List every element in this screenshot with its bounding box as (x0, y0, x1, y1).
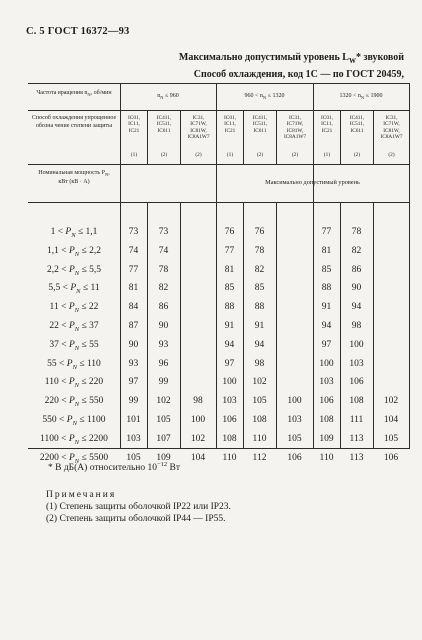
table-cell: 103 (126, 433, 141, 444)
power-range-label: $1100 < P_N \le 2200$ (40, 433, 108, 446)
table-cell: 93 (158, 339, 169, 350)
page-header: С. 5 ГОСТ 16372—93 (26, 26, 130, 37)
table-cell: 108 (349, 396, 364, 407)
table-cell: 91 (321, 302, 332, 313)
speed-range-1: $n_N \le 960$ (157, 93, 179, 101)
table-cell: 100 (222, 377, 237, 388)
table-cell: 76 (254, 227, 265, 237)
table-cell: 81 (321, 245, 332, 256)
table-cell: 110 (222, 452, 237, 463)
table-cell: 106 (383, 452, 399, 463)
group-number: (1) (323, 152, 331, 158)
table-cell: 100 (287, 396, 302, 407)
table-cell: 94 (321, 321, 332, 331)
cooling-codes-a-3: IC01, IC11, IC21 (321, 115, 333, 134)
table-cell: 82 (158, 283, 169, 294)
group-number: (2) (195, 152, 202, 158)
table-cell: 81 (128, 283, 139, 294)
table-cell: 111 (349, 415, 364, 425)
table-cell: 78 (254, 245, 265, 256)
power-range-label: $22 < P_N \le 37$ (49, 321, 99, 333)
max-level-header: Максимально допустимый уровень (265, 179, 360, 186)
table-cell: 94 (224, 339, 235, 350)
power-range-label: $2,2 < P_N \le 5,5$ (47, 264, 101, 277)
footnote: * В дБ(А) относительно $10^{-12}$ Вт (48, 461, 181, 474)
group-number: (2) (388, 152, 395, 158)
table-cell: 85 (254, 283, 265, 294)
table-cell: 74 (158, 245, 169, 256)
cooling-codes-b-3: IC411, IC511, IC611 (349, 115, 365, 134)
table-cell: 87 (128, 321, 139, 331)
table-cell: 85 (224, 283, 235, 294)
notes-title: Примечания (46, 490, 117, 500)
table-cell: 99 (158, 377, 169, 388)
table-cell: 105 (287, 433, 302, 444)
table-row (28, 377, 410, 393)
title-line-1: Максимально допустимый уровень $L_W*$ звуковой (178, 52, 404, 65)
table-row (28, 396, 410, 412)
table-cell: 108 (319, 415, 334, 425)
table-row (28, 340, 410, 356)
table-row (28, 302, 410, 318)
table-row (28, 321, 410, 337)
cooling-codes-b-1: IC411, IC511, IC611 (156, 115, 172, 134)
table-title (144, 51, 404, 81)
table-cell: 110 (319, 452, 334, 463)
table-cell: 104 (383, 415, 399, 425)
table-cell: 82 (254, 264, 265, 275)
group-number: (2) (256, 152, 264, 158)
table-cell: 102 (383, 396, 399, 407)
group-number: (2) (160, 152, 168, 158)
power-range-label: $1 < P_N \le 1,1$ (50, 227, 98, 239)
speed-range-2: $960 < n_N \le 1320$ (244, 93, 285, 101)
table-cell: 77 (224, 245, 235, 256)
table-cell: 84 (128, 302, 139, 313)
table-row (28, 246, 410, 262)
table-cell: 102 (190, 433, 206, 444)
table-cell: 88 (224, 302, 235, 313)
table-cell: 106 (287, 452, 302, 463)
power-range-label: $11 < P_N \le 22$ (49, 302, 99, 315)
table-cell: 102 (252, 377, 267, 388)
noise-level-table (28, 83, 410, 465)
table-cell: 109 (156, 452, 171, 463)
table-cell: 97 (224, 358, 235, 369)
group-number: (2) (353, 152, 361, 158)
table-cell: 86 (351, 264, 362, 275)
power-range-label: $37 < P_N \le 55$ (49, 339, 99, 352)
table-cell: 73 (158, 227, 169, 237)
table-cell: 77 (321, 227, 332, 237)
table-cell: 108 (252, 415, 267, 425)
table-row (28, 283, 410, 299)
table-cell: 73 (128, 227, 139, 237)
table-cell: 90 (158, 321, 169, 331)
table-cell: 98 (351, 321, 362, 331)
table-cell: 88 (254, 302, 265, 313)
note-1: (1) Степень защиты оболочкой IP22 или IP23. (46, 502, 231, 512)
table-cell: 94 (254, 339, 265, 350)
table-cell: 99 (128, 396, 139, 407)
table-cell: 77 (128, 264, 139, 275)
table-cell: 105 (156, 415, 171, 425)
table-cell: 103 (349, 358, 364, 369)
table-cell: 101 (126, 415, 141, 425)
table-cell: 103 (287, 415, 302, 425)
table-row (28, 265, 410, 281)
table-cell: 88 (321, 283, 332, 294)
power-range-label: $550 < P_N \le 1100$ (42, 415, 106, 427)
power-header: Номинальная мощность $P_N$, кВт (кВ · А) (38, 170, 110, 185)
table-cell: 78 (351, 227, 362, 237)
cooling-codes-c-1: IC31, IC71W, IC81W, IC8A1W7 (187, 115, 210, 141)
table-cell: 96 (158, 358, 169, 369)
table-cell: 82 (351, 245, 362, 256)
table-cell: 103 (222, 396, 237, 407)
table-cell: 94 (351, 302, 362, 313)
table-cell: 76 (224, 227, 235, 237)
table-cell: 106 (319, 396, 334, 407)
cooling-codes-c-3: IC31, IC71W, IC81W, IC8A1W7 (380, 115, 403, 141)
table-cell: 93 (128, 358, 139, 369)
power-range-label: $5,5 < P_N \le 11$ (48, 283, 100, 296)
table-cell: 81 (224, 264, 235, 275)
cooling-header: Способ охлаждения упрощенное обозна чение степени защиты (31, 115, 117, 129)
table-cell: 74 (128, 245, 139, 256)
table-cell: 78 (158, 264, 169, 275)
power-range-label: $110 < P_N \le 220$ (44, 377, 104, 390)
table-cell: 113 (349, 452, 364, 463)
table-cell: 102 (156, 396, 171, 407)
group-number: (1) (226, 152, 234, 158)
power-range-label: $2200 < P_N \le 5500$ (39, 452, 109, 465)
table-cell: 85 (321, 264, 332, 275)
table-cell: 91 (254, 321, 265, 331)
table-cell: 105 (383, 433, 399, 444)
group-number: (2) (291, 152, 299, 158)
table-cell: 90 (128, 339, 139, 350)
notes (46, 489, 231, 525)
table-cell: 113 (349, 433, 364, 444)
table-cell: 98 (254, 358, 265, 369)
group-number: (1) (130, 152, 138, 158)
note-2: (2) Степень защиты оболочкой IP44 — IP55. (46, 514, 226, 524)
table-cell: 110 (252, 433, 267, 444)
table-cell: 107 (156, 433, 171, 444)
power-range-label: $220 < P_N \le 550$ (44, 396, 104, 409)
table-cell: 97 (321, 339, 332, 350)
cooling-codes-a-2: IC01, IC11, IC21 (224, 115, 236, 134)
table-cell: 91 (224, 321, 235, 331)
table-cell: 108 (222, 433, 237, 444)
table-row (28, 359, 410, 375)
table-cell: 112 (252, 452, 267, 463)
table-row (28, 415, 410, 431)
table-cell: 100 (319, 358, 334, 369)
table-cell: 109 (319, 433, 334, 444)
table-cell: 98 (193, 396, 203, 407)
table-cell: 86 (158, 302, 169, 313)
table-row (28, 227, 410, 243)
table-cell: 106 (349, 377, 364, 388)
cooling-codes-a-1: IC01, IC11, IC21 (128, 115, 140, 134)
table-cell: 105 (252, 396, 267, 407)
table-cell: 104 (190, 452, 206, 463)
speed-header: Частота вращения $n_N$, об/мин (36, 90, 112, 98)
table-cell: 105 (126, 452, 141, 463)
cooling-codes-c-2: IC31, IC71W, IC81W, IC8A1W7 (283, 115, 307, 141)
power-range-label: $55 < P_N \le 110$ (47, 358, 101, 371)
speed-range-3: $1320 < n_N \le 1900$ (339, 93, 383, 101)
title-line-2: Способ охлаждения, код 1С — по ГОСТ 20459, (193, 69, 404, 80)
table-cell: 100 (349, 339, 364, 350)
table-cell: 106 (222, 415, 237, 425)
table-row (28, 434, 410, 450)
table-cell: 90 (351, 283, 362, 294)
power-range-label: $1,1 < P_N \le 2,2$ (47, 245, 101, 258)
table-cell: 100 (190, 415, 206, 425)
table-cell: 103 (319, 377, 334, 388)
table-cell: 97 (128, 377, 139, 388)
cooling-codes-b-2: IC411, IC511, IC611 (252, 115, 268, 134)
